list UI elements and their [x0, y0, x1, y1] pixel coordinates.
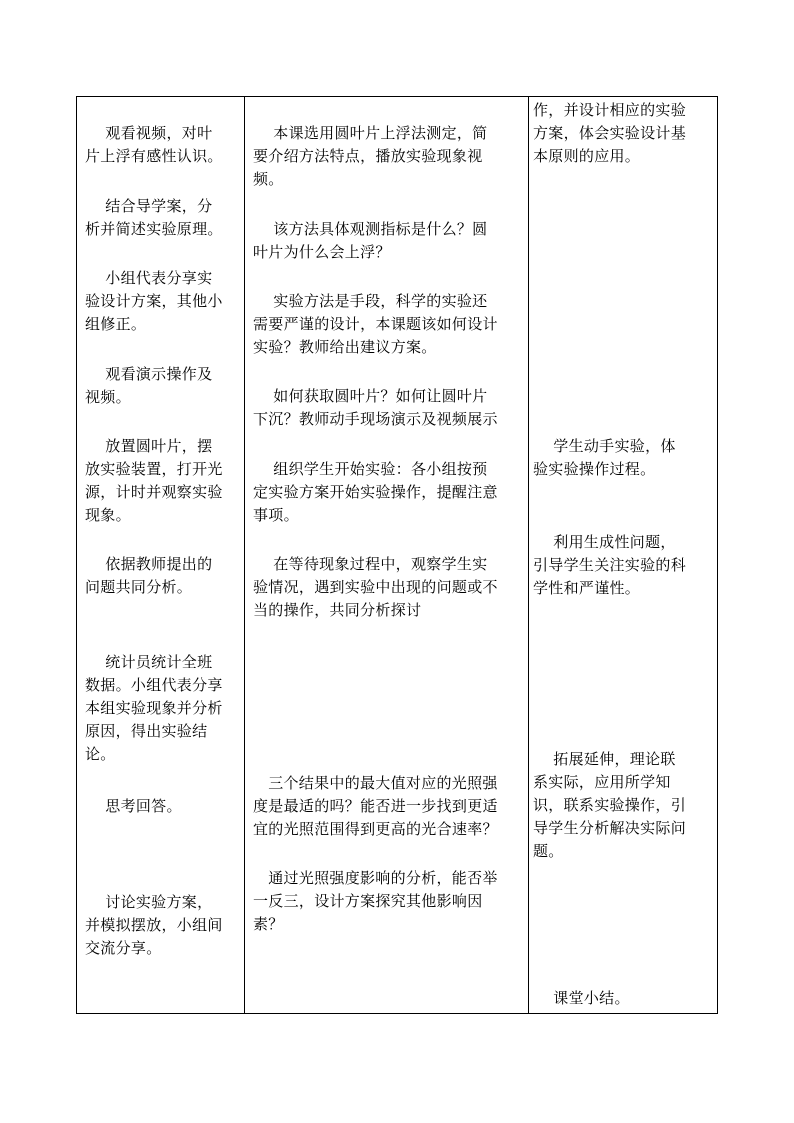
teacher-activity-paragraph: 实验方法是手段，科学的实验还 需要严谨的设计，本课题该如何设计 实验？教师给出建议方案。	[253, 292, 498, 356]
design-intent-paragraph: 利用生成性问题， 引导学生关注实验的科 学性和严谨性。	[533, 533, 687, 597]
student-activity-paragraph: 讨论实验方案， 并模拟摆放，小组间 交流分享。	[85, 893, 223, 957]
student-activity-paragraph: 依据教师提出的 问题共同分析。	[85, 555, 213, 596]
student-activity-paragraph: 观看演示操作及 视频。	[85, 365, 213, 406]
student-activity-paragraph: 观看视频，对叶 片上浮有感性认识。	[85, 124, 223, 165]
teacher-activity-paragraph: 三个结果中的最大值对应的光照强 度是最适的吗？能否进一步找到更适 宜的光照范围得到更高的光合速率？	[253, 774, 498, 838]
student-activity-paragraph: 小组代表分享实 验设计方案，其他小 组修正。	[85, 269, 223, 333]
student-activity-paragraph: 统计员统计全班 数据。小组代表分享 本组实验现象并分析 原因，得出实验结 论。	[85, 653, 223, 763]
teacher-activity-paragraph: 组织学生开始实验：各小组按预 定实验方案开始实验操作，提醒注意 事项。	[253, 460, 498, 524]
teacher-activity-paragraph: 在等待现象过程中，观察学生实 验情况，遇到实验中出现的问题或不 当的操作，共同分析探讨	[253, 555, 498, 619]
column-divider-2	[528, 97, 529, 1013]
student-activity-paragraph: 思考回答。	[85, 797, 182, 815]
column-divider-1	[244, 97, 245, 1013]
teacher-activity-paragraph: 通过光照强度影响的分析，能否举 一反三，设计方案探究其他影响因 素？	[253, 869, 498, 933]
design-intent-paragraph: 拓展延伸，理论联 系实际，应用所学知 识，联系实验操作，引 导学生分析解决实际问 题。	[533, 750, 687, 860]
student-activity-paragraph: 结合导学案，分 析并简述实验原理。	[85, 197, 223, 238]
lesson-plan-table	[76, 96, 718, 1014]
design-intent-paragraph: 作，并设计相应的实验 方案，体会实验设计基 本原则的应用。	[533, 101, 687, 165]
design-intent-paragraph: 学生动手实验，体 验实验操作过程。	[533, 437, 676, 478]
student-activity-paragraph: 放置圆叶片，摆 放实验装置，打开光 源，计时并观察实验 现象。	[85, 437, 223, 524]
teacher-activity-paragraph: 该方法具体观测指标是什么？圆 叶片为什么会上浮？	[253, 220, 488, 261]
teacher-activity-paragraph: 本课选用圆叶片上浮法测定，简 要介绍方法特点，播放实验现象视 频。	[253, 124, 488, 188]
teacher-activity-paragraph: 如何获取圆叶片？如何让圆叶片 下沉？教师动手现场演示及视频展示	[253, 387, 498, 428]
design-intent-paragraph: 课堂小结。	[533, 989, 630, 1007]
